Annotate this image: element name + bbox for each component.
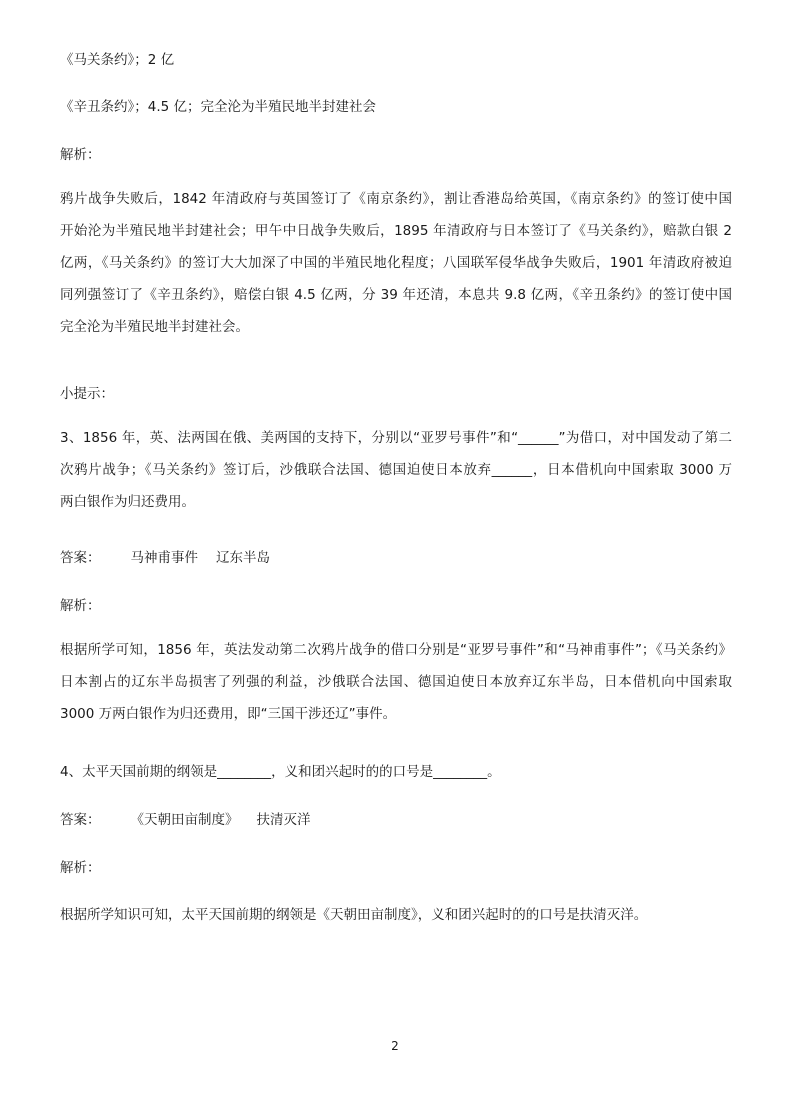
analysis-line: 鸦片战争失败后，1842 年清政府与英国签订了《南京条约》，割让香港岛给英国，《南京条约》的签订使中国 <box>60 191 732 207</box>
answer-label: 答案： <box>60 812 101 828</box>
question-3-answer <box>60 548 732 568</box>
analysis-line: 完全沦为半殖民地半封建社会。 <box>60 319 249 335</box>
question-4-text: 4、太平天国前期的纲领是________，义和团兴起时的的口号是________。 <box>60 764 501 780</box>
question-4-answer <box>60 810 732 830</box>
analysis-label: 解析： <box>60 147 101 163</box>
analysis-paragraph <box>60 183 732 343</box>
analysis-line: 日本割占的辽东半岛损害了列强的利益，沙俄联合法国、德国迫使日本放弃辽东半岛，日本借机向中国索取 <box>60 674 732 690</box>
treaty-xinchou-line: 《辛丑条约》；4.5 亿；完全沦为半殖民地半封建社会 <box>60 99 377 115</box>
tip-label: 小提示： <box>60 386 114 402</box>
treaty-maguan-line: 《马关条约》；2 亿 <box>60 52 175 68</box>
answer-value: 扶清灭洋 <box>256 812 311 828</box>
analysis-line: 根据所学可知，1856 年，英法发动第二次鸦片战争的借口分别是“亚罗号事件”和“马神甫事件”；《马关条约》 <box>60 642 732 658</box>
question-line: 两白银作为归还费用。 <box>60 494 195 510</box>
question-line: 3、1856 年，英、法两国在俄、美两国的支持下，分别以“亚罗号事件”和“______”为借口，对中国发动了第二 <box>60 430 732 446</box>
analysis-line: 同列强签订了《辛丑条约》，赔偿白银 4.5 亿两，分 39 年还清，本息共 9.8 亿两，《辛丑条约》的签订使中国 <box>60 287 732 303</box>
question-line: 次鸦片战争；《马关条约》签订后，沙俄联合法国、德国迫使日本放弃______，日本借机向中国索取 3000 万 <box>60 462 732 478</box>
answer-label: 答案： <box>60 550 101 566</box>
page-number: 2 <box>391 1039 399 1053</box>
question-3-text <box>60 422 732 518</box>
analysis-label: 解析： <box>60 598 101 614</box>
answer-value: 马神甫事件 <box>130 550 198 566</box>
question-3-analysis <box>60 634 732 730</box>
analysis-line: 3000 万两白银作为归还费用，即“三国干涉还辽”事件。 <box>60 706 397 722</box>
analysis-label: 解析： <box>60 860 101 876</box>
question-4-analysis: 根据所学知识可知，太平天国前期的纲领是《天朝田亩制度》，义和团兴起时的的口号是扶清灭洋。 <box>60 907 648 923</box>
answer-value: 辽东半岛 <box>216 550 270 566</box>
answer-value: 《天朝田亩制度》 <box>130 812 239 828</box>
analysis-line: 开始沦为半殖民地半封建社会；甲午中日战争失败后，1895 年清政府与日本签订了《马关条约》，赔款白银 2 <box>60 223 732 239</box>
analysis-line: 亿两，《马关条约》的签订大大加深了中国的半殖民地化程度；八国联军侵华战争失败后，1901 年清政府被迫 <box>60 255 732 271</box>
